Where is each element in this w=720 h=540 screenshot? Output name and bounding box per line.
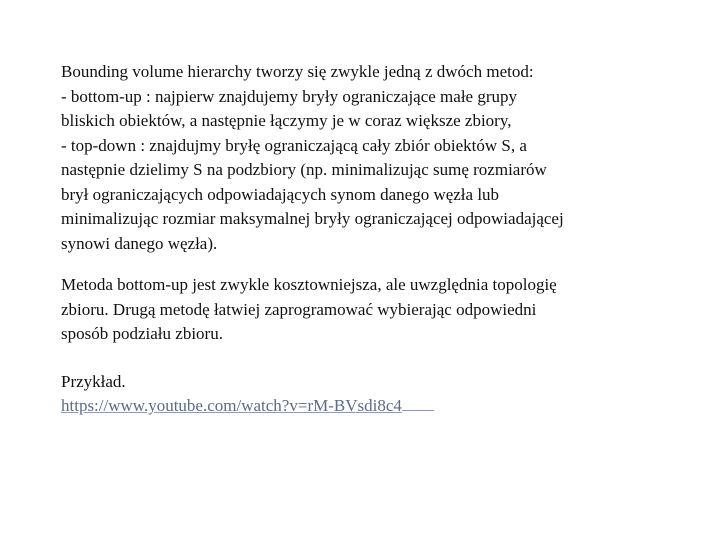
text-line: zbioru. Drugą metodę łatwiej zaprogramować wybierając odpowiedni	[61, 299, 537, 319]
youtube-link[interactable]: https://www.youtube.com/watch?v=rM-BVsdi8c4	[61, 396, 402, 415]
text-line: sposób podziału zbioru.	[61, 324, 223, 343]
text-line: bliskich obiektów, a następnie łączymy je w coraz większe zbiory,	[61, 111, 512, 130]
paragraph-bvh-methods	[61, 60, 661, 256]
text-line: Metoda bottom-up jest zwykle kosztowniejsza, ale uwzględnia topologię	[61, 275, 557, 294]
text-line: minimalizując rozmiar maksymalnej bryły ograniczającej odpowiadającej	[61, 209, 564, 228]
paragraph-comparison	[61, 273, 661, 347]
text-body	[61, 60, 661, 419]
text-line: - bottom-up : najpierw znajdujemy bryły ograniczające małe grupy	[61, 86, 518, 106]
text-line: Bounding volume hierarchy tworzy się zwykle jedną z dwóch metod:	[61, 62, 534, 81]
example-link-line	[61, 394, 661, 419]
example-label: Przykład.	[61, 371, 126, 391]
text-line: następnie dzielimy S na podzbiory (np. minimalizując sumę rozmiarów	[61, 160, 547, 179]
text-line: synowi danego węzła).	[61, 233, 218, 253]
text-line: - top-down : znajdujmy bryłę ograniczającą cały zbiór obiektów S, a	[61, 135, 527, 155]
link-underline-extension	[402, 394, 434, 411]
text-line: brył ograniczających odpowiadających synom danego węzła lub	[61, 184, 500, 204]
paragraph-example	[61, 370, 661, 419]
